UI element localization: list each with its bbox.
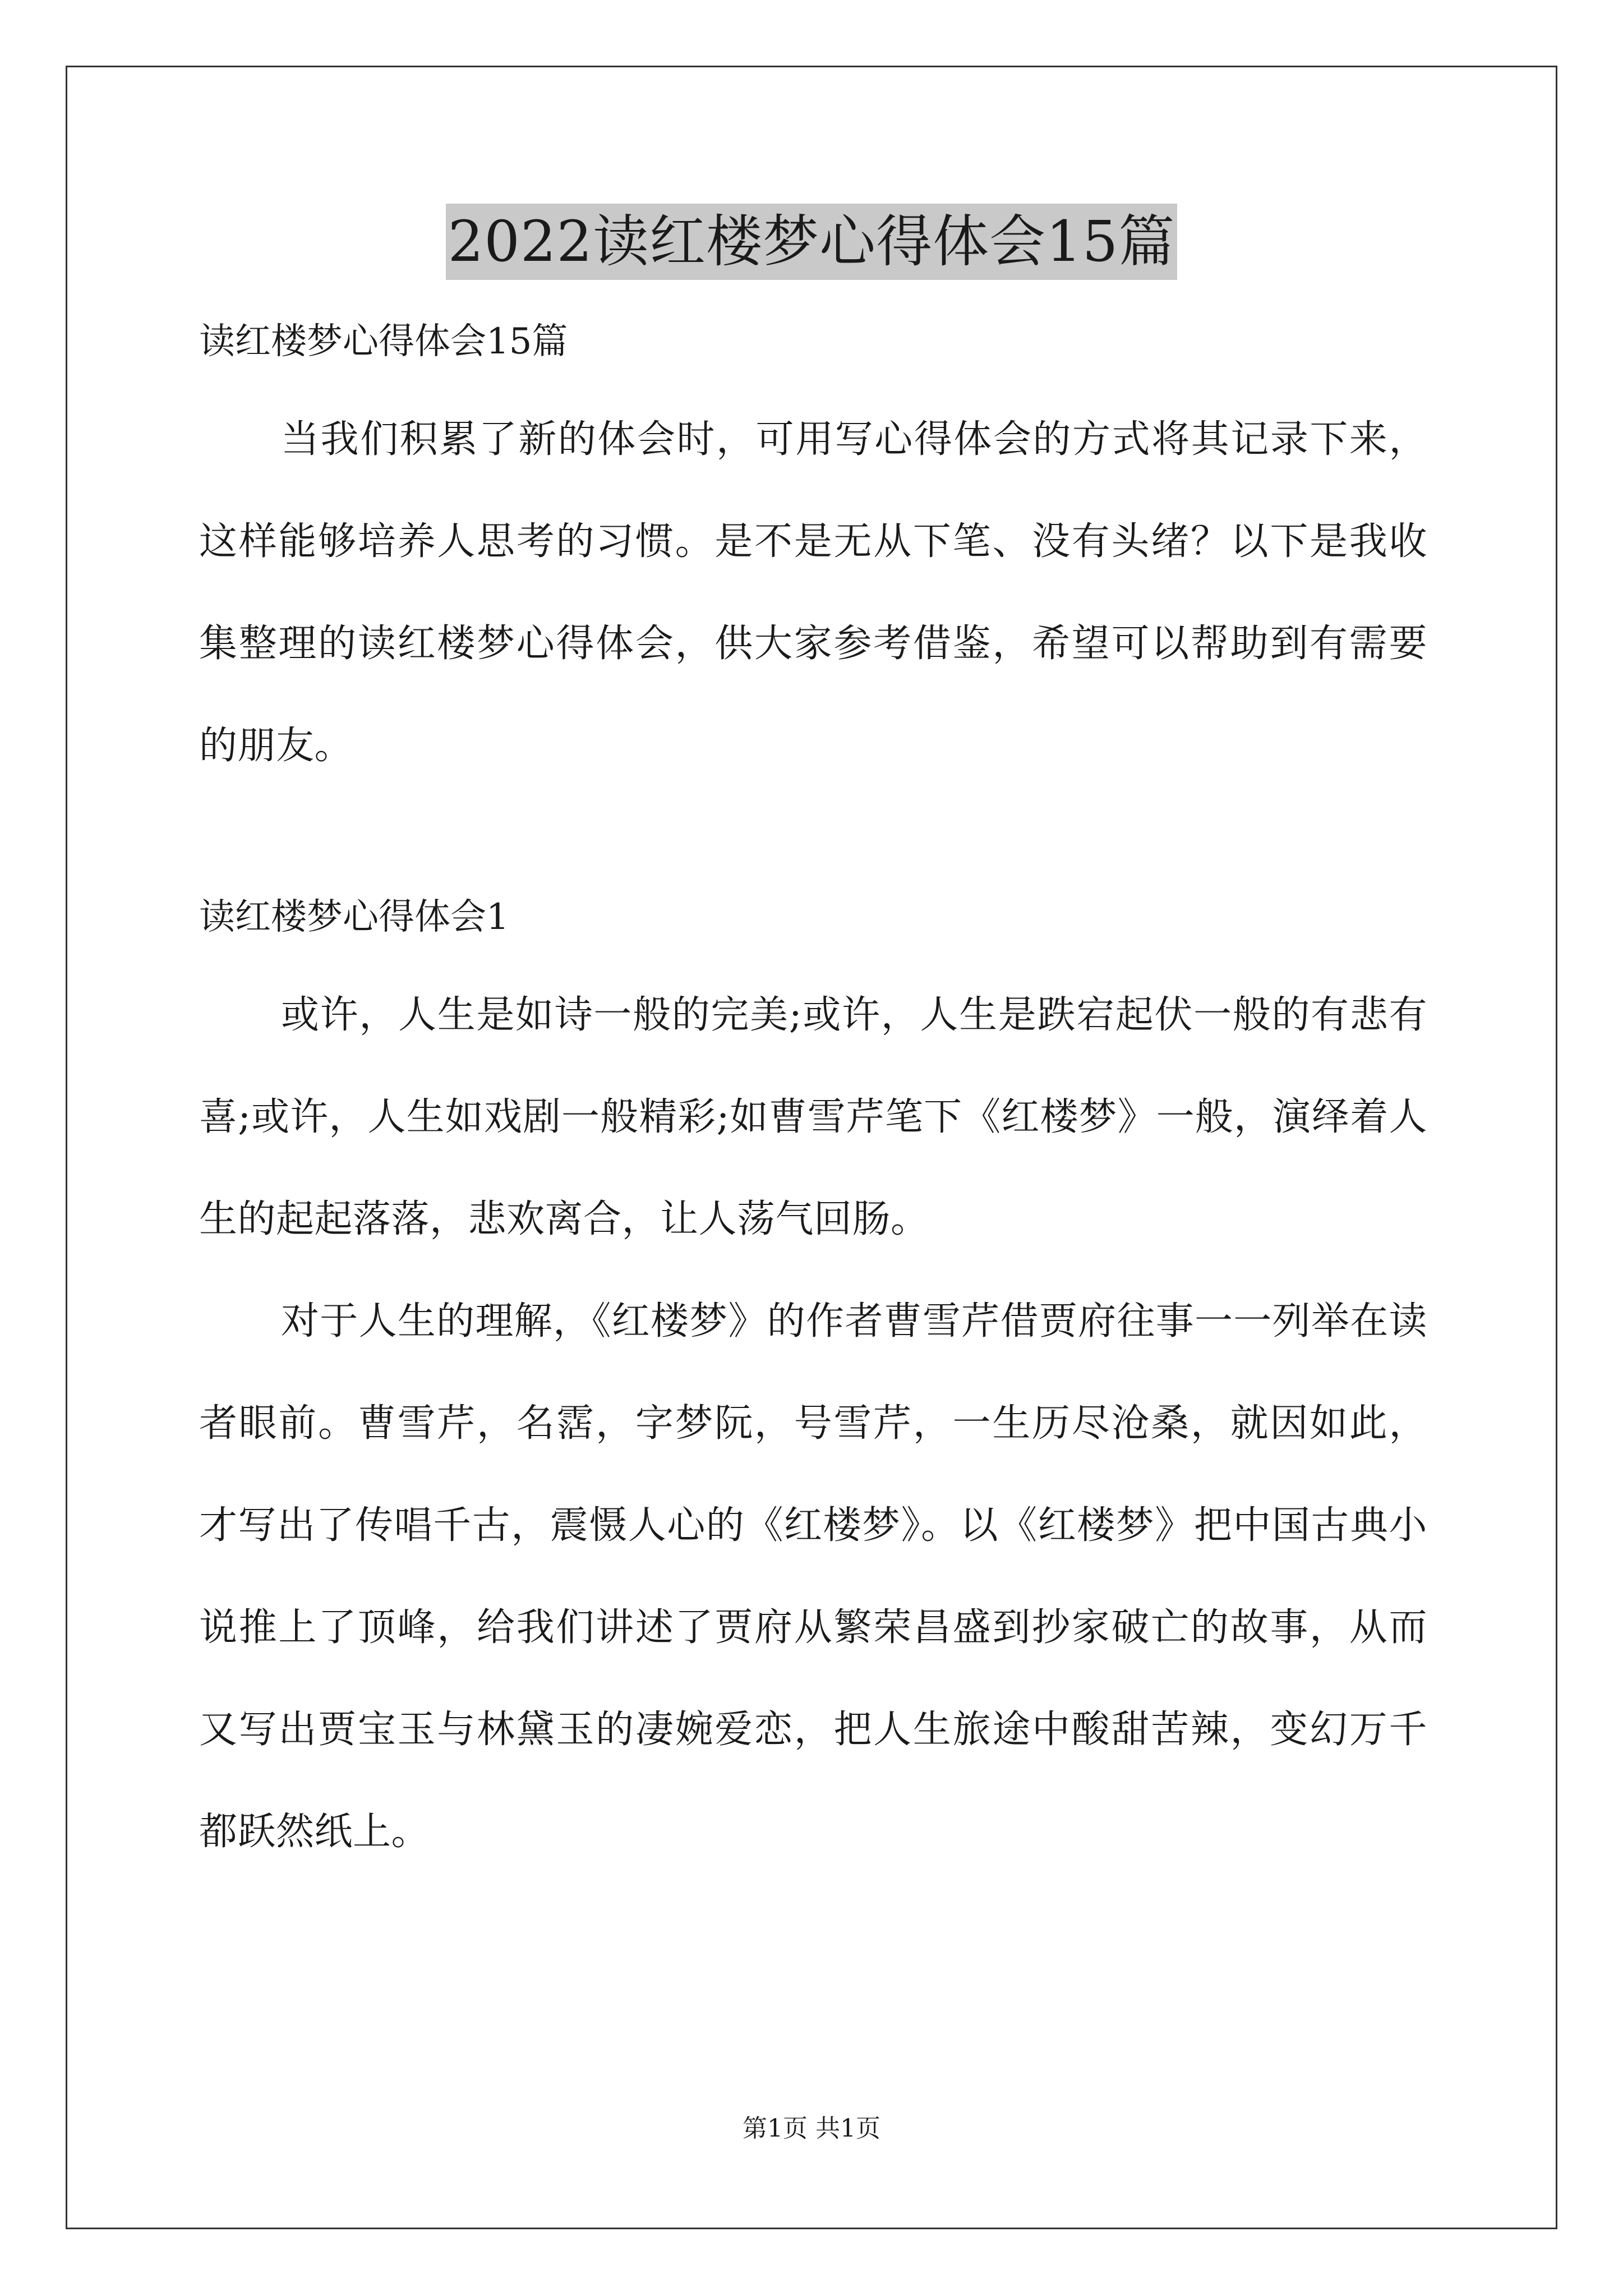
body-paragraph-1: 或许，人生是如诗一般的完美;或许，人生是跌宕起伏一般的有悲有喜;或许，人生如戏剧一般精彩;如曹雪芹笔下《红楼梦》一般，演绎着人生的起起落落，悲欢离合，让人荡气回肠。	[199, 993, 1427, 1241]
document-title: 2022读红楼梦心得体会15篇	[446, 204, 1178, 280]
intro-paragraph: 当我们积累了新的体会时，可用写心得体会的方式将其记录下来，这样能够培养人思考的习惯。是不是无从下笔、没有头绪？以下是我收集整理的读红楼梦心得体会，供大家参考借鉴，希望可以帮助到有需要的朋友。	[199, 417, 1427, 768]
page-footer: 第1页 共1页	[743, 2114, 880, 2143]
spacer	[199, 378, 1427, 389]
spacer	[199, 797, 1427, 881]
main-heading: 读红楼梦心得体会15篇	[199, 321, 568, 362]
document-body	[199, 306, 1427, 1883]
section-heading: 读红楼梦心得体会1	[199, 896, 509, 938]
title-container	[0, 204, 1623, 280]
body-paragraph-2: 对于人生的理解，《红楼梦》的作者曹雪芹借贾府往事一一列举在读者眼前。曹雪芹，名霑，字梦阮，号雪芹，一生历尽沧桑，就因如此，才写出了传唱千古，震慑人心的《红楼梦》。以《红楼梦》把中国古典小说推上了顶峰，给我们讲述了贾府从繁荣昌盛到抄家破亡的故事，从而又写出贾宝玉与林黛玉的凄婉爱恋，把人生旅途中酸甜苦辣，变幻万千都跃然纸上。	[199, 1299, 1427, 1854]
spacer	[199, 953, 1427, 964]
